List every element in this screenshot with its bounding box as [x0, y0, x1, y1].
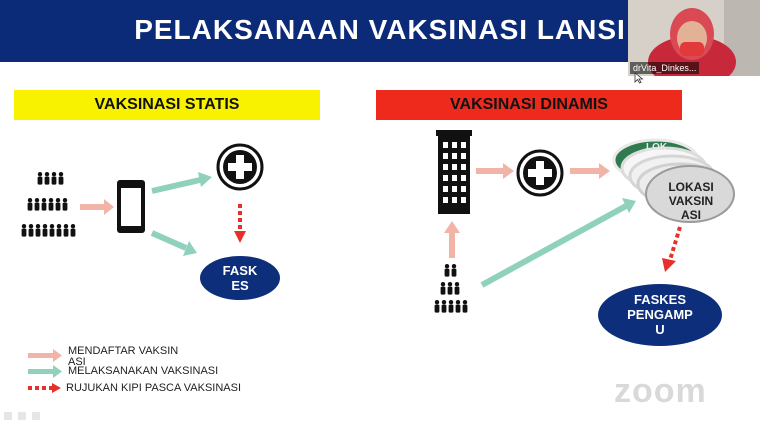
- arrow-building-to-cross-icon: [476, 163, 514, 179]
- legend-arrow-red-dashed-icon: [28, 383, 61, 393]
- legend-register-line2: ASI: [68, 356, 86, 368]
- label-vaksinasi-dinamis: VAKSINASI DINAMIS: [376, 90, 682, 120]
- arrow-vaccinate-up-icon: [152, 172, 212, 191]
- arrow-kipi-referral-icon: [234, 204, 246, 243]
- faskes-pengampu-node: [598, 284, 722, 346]
- faskes-statis-line2: ES: [231, 278, 249, 293]
- legend-arrow-salmon-icon: [28, 349, 62, 362]
- people-group-dinamis-icon: [435, 264, 468, 313]
- zoom-watermark: zoom: [614, 372, 707, 410]
- people-group-icon: [22, 172, 76, 237]
- arrow-people-to-building-icon: [444, 221, 460, 258]
- lokasi-line2: VAKSIN: [668, 194, 714, 208]
- phone-icon: [117, 180, 145, 233]
- arrow-people-to-location-icon: [482, 198, 636, 285]
- faskes-pengampu-line2: PENGAMP: [627, 307, 693, 322]
- arrow-register-icon: [80, 199, 114, 215]
- building-icon: [436, 130, 472, 214]
- lokasi-line1: LOKASI: [668, 180, 714, 194]
- lokasi-back-label: LOK: [646, 142, 668, 153]
- lokasi-vaksinasi-node: [656, 180, 726, 222]
- health-cross-dinamis-icon: [518, 151, 562, 195]
- slide-title: PELAKSANAAN VAKSINASI LANSI: [134, 14, 626, 45]
- faskes-statis-line1: FASK: [222, 263, 258, 278]
- participant-name: drVita_Dinkes...: [630, 62, 699, 74]
- legend-register-line1: MENDAFTAR VAKSIN: [68, 345, 179, 357]
- lokasi-line3: ASI: [680, 208, 701, 222]
- arrow-vaccinate-down-icon: [152, 233, 197, 256]
- legend-item-kipi: RUJUKAN KIPI PASCA VAKSINASI: [66, 382, 242, 394]
- arrow-cross-to-location-icon: [570, 163, 610, 179]
- health-cross-icon: [218, 145, 262, 189]
- zoom-toolbar-icons: [4, 412, 40, 420]
- legend-item-vaccinate: MELAKSANAKAN VAKSINASI: [68, 365, 219, 377]
- faskes-statis-node: [200, 256, 280, 300]
- label-vaksinasi-statis: VAKSINASI STATIS: [14, 90, 320, 120]
- faskes-pengampu-line3: U: [655, 322, 665, 337]
- faskes-pengampu-line1: FASKES: [633, 292, 686, 307]
- arrow-location-to-faskes-icon: [662, 227, 680, 272]
- legend-arrow-teal-icon: [28, 365, 62, 378]
